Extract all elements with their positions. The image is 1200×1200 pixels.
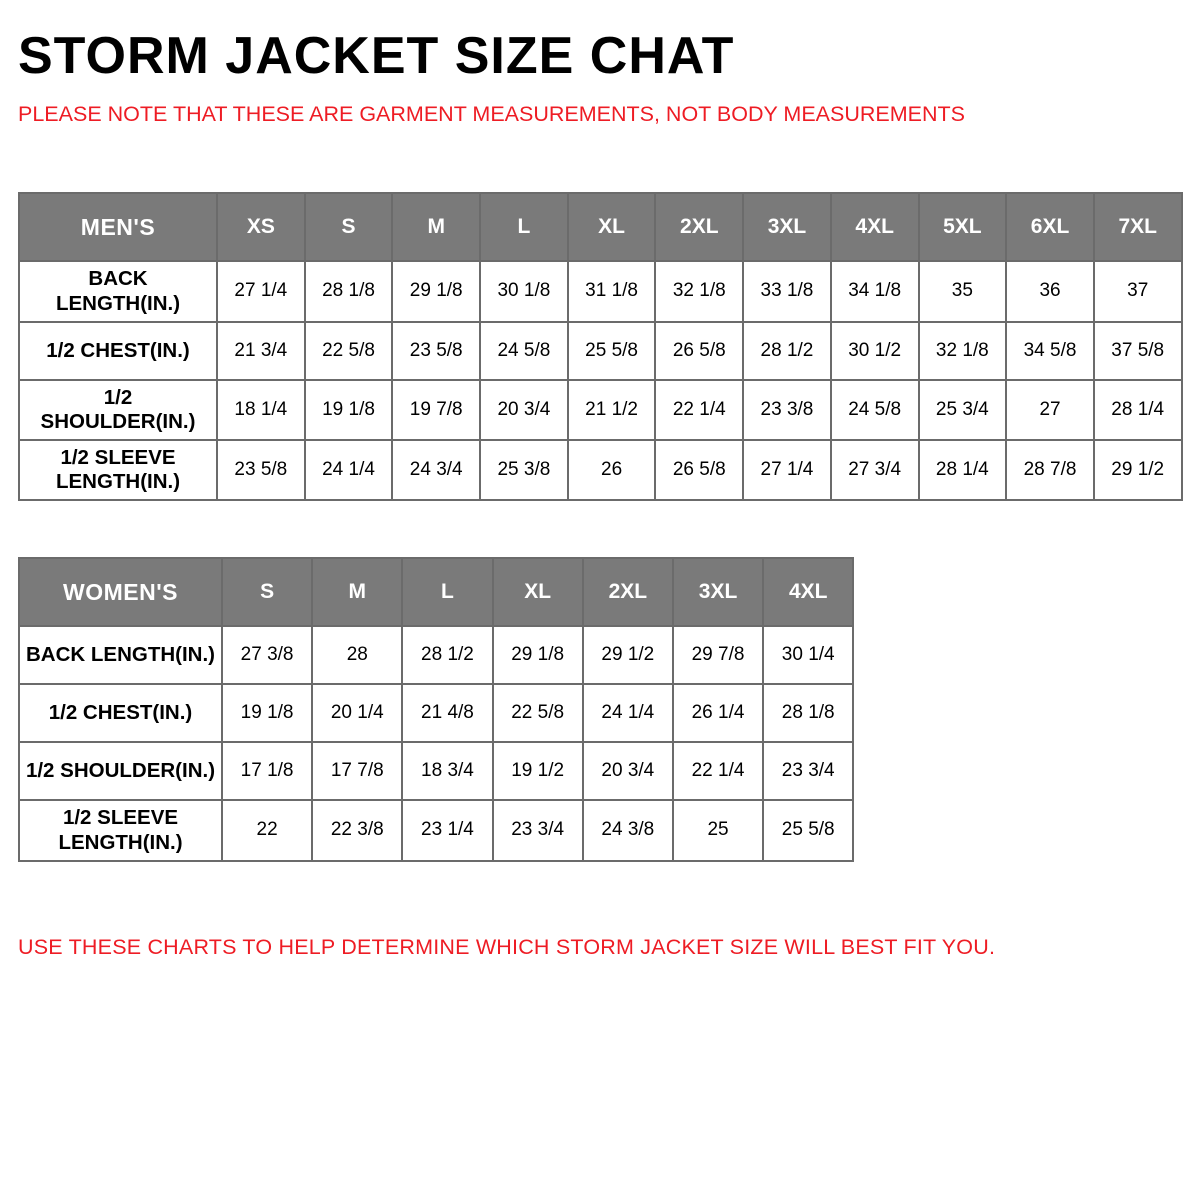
table-cell: 21 3/4 — [217, 322, 305, 380]
table-cell: 28 1/4 — [1094, 380, 1182, 440]
table-row — [19, 626, 853, 684]
row-label: BACK LENGTH(IN.) — [19, 261, 217, 321]
table-cell: 24 5/8 — [480, 322, 568, 380]
table-cell: 34 1/8 — [831, 261, 919, 321]
table-cell: 26 — [568, 440, 656, 500]
table-cell: 32 1/8 — [655, 261, 743, 321]
womens-size-header: 4XL — [763, 558, 853, 626]
table-cell: 20 3/4 — [583, 742, 673, 800]
mens-size-header: 5XL — [919, 193, 1007, 261]
table-cell: 23 3/8 — [743, 380, 831, 440]
table-row — [19, 800, 853, 860]
table-cell: 26 1/4 — [673, 684, 763, 742]
table-cell: 29 1/8 — [493, 626, 583, 684]
mens-size-table — [18, 192, 1183, 501]
table-cell: 21 1/2 — [568, 380, 656, 440]
row-label: 1/2 SLEEVE LENGTH(IN.) — [19, 440, 217, 500]
table-header-row — [19, 558, 853, 626]
table-cell: 28 1/4 — [919, 440, 1007, 500]
table-row — [19, 261, 1182, 321]
table-cell: 31 1/8 — [568, 261, 656, 321]
spacer-middle — [18, 501, 1180, 557]
table-cell: 22 — [222, 800, 312, 860]
table-cell: 19 1/8 — [222, 684, 312, 742]
mens-size-header: 2XL — [655, 193, 743, 261]
table-cell: 28 1/2 — [743, 322, 831, 380]
row-label: 1/2 SHOULDER(IN.) — [19, 380, 217, 440]
mens-table-header — [19, 193, 1182, 261]
table-cell: 37 — [1094, 261, 1182, 321]
table-cell: 25 5/8 — [568, 322, 656, 380]
table-cell: 30 1/2 — [831, 322, 919, 380]
womens-table-body — [19, 626, 853, 860]
table-cell: 37 5/8 — [1094, 322, 1182, 380]
table-cell: 24 1/4 — [583, 684, 673, 742]
row-label: BACK LENGTH(IN.) — [19, 626, 222, 684]
table-row — [19, 684, 853, 742]
table-cell: 18 1/4 — [217, 380, 305, 440]
table-cell: 23 5/8 — [392, 322, 480, 380]
womens-table-header — [19, 558, 853, 626]
table-cell: 27 3/8 — [222, 626, 312, 684]
womens-size-header: 3XL — [673, 558, 763, 626]
table-cell: 25 — [673, 800, 763, 860]
table-cell: 27 1/4 — [743, 440, 831, 500]
mens-size-header: XS — [217, 193, 305, 261]
table-cell: 29 1/2 — [583, 626, 673, 684]
womens-size-header: XL — [493, 558, 583, 626]
row-label: 1/2 CHEST(IN.) — [19, 684, 222, 742]
mens-size-header: 6XL — [1006, 193, 1094, 261]
table-cell: 22 5/8 — [493, 684, 583, 742]
spacer-top — [18, 130, 1180, 192]
table-cell: 28 — [312, 626, 402, 684]
table-cell: 30 1/4 — [763, 626, 853, 684]
mens-size-header: L — [480, 193, 568, 261]
table-cell: 30 1/8 — [480, 261, 568, 321]
table-cell: 22 1/4 — [673, 742, 763, 800]
table-cell: 28 1/2 — [402, 626, 492, 684]
womens-size-header: L — [402, 558, 492, 626]
table-row — [19, 742, 853, 800]
table-cell: 33 1/8 — [743, 261, 831, 321]
table-cell: 26 5/8 — [655, 440, 743, 500]
table-cell: 28 1/8 — [305, 261, 393, 321]
table-row — [19, 380, 1182, 440]
table-cell: 27 — [1006, 380, 1094, 440]
mens-table-body — [19, 261, 1182, 500]
table-cell: 24 1/4 — [305, 440, 393, 500]
womens-corner-label: WOMEN'S — [19, 558, 222, 626]
table-cell: 23 1/4 — [402, 800, 492, 860]
table-cell: 22 5/8 — [305, 322, 393, 380]
table-row — [19, 322, 1182, 380]
mens-size-header: 3XL — [743, 193, 831, 261]
mens-size-header: 7XL — [1094, 193, 1182, 261]
table-cell: 32 1/8 — [919, 322, 1007, 380]
row-label: 1/2 SLEEVE LENGTH(IN.) — [19, 800, 222, 860]
footer-note: USE THESE CHARTS TO HELP DETERMINE WHICH STORM JACKET SIZE WILL BEST FIT YOU. — [18, 934, 996, 959]
table-cell: 25 3/8 — [480, 440, 568, 500]
mens-corner-label: MEN'S — [19, 193, 217, 261]
table-cell: 36 — [1006, 261, 1094, 321]
table-cell: 19 7/8 — [392, 380, 480, 440]
row-label: 1/2 SHOULDER(IN.) — [19, 742, 222, 800]
table-cell: 29 7/8 — [673, 626, 763, 684]
table-cell: 23 3/4 — [493, 800, 583, 860]
measurement-note: PLEASE NOTE THAT THESE ARE GARMENT MEASUREMENTS, NOT BODY MEASUREMENTS — [18, 102, 965, 127]
table-cell: 29 1/8 — [392, 261, 480, 321]
mens-size-header: 4XL — [831, 193, 919, 261]
table-row — [19, 440, 1182, 500]
table-cell: 27 3/4 — [831, 440, 919, 500]
table-cell: 29 1/2 — [1094, 440, 1182, 500]
table-header-row — [19, 193, 1182, 261]
womens-size-header: 2XL — [583, 558, 673, 626]
table-cell: 28 7/8 — [1006, 440, 1094, 500]
table-cell: 27 1/4 — [217, 261, 305, 321]
table-cell: 23 3/4 — [763, 742, 853, 800]
table-cell: 24 3/4 — [392, 440, 480, 500]
table-cell: 17 1/8 — [222, 742, 312, 800]
table-cell: 21 4/8 — [402, 684, 492, 742]
womens-size-table — [18, 557, 854, 861]
womens-size-header: S — [222, 558, 312, 626]
spacer-bottom — [18, 862, 1180, 932]
table-cell: 24 5/8 — [831, 380, 919, 440]
table-cell: 19 1/2 — [493, 742, 583, 800]
table-cell: 20 1/4 — [312, 684, 402, 742]
page-title: STORM JACKET SIZE CHAT — [18, 27, 735, 85]
row-label: 1/2 CHEST(IN.) — [19, 322, 217, 380]
table-cell: 34 5/8 — [1006, 322, 1094, 380]
mens-size-header: S — [305, 193, 393, 261]
table-cell: 22 3/8 — [312, 800, 402, 860]
womens-size-header: M — [312, 558, 402, 626]
table-cell: 26 5/8 — [655, 322, 743, 380]
table-cell: 25 3/4 — [919, 380, 1007, 440]
table-cell: 17 7/8 — [312, 742, 402, 800]
table-cell: 22 1/4 — [655, 380, 743, 440]
mens-size-header: XL — [568, 193, 656, 261]
table-cell: 19 1/8 — [305, 380, 393, 440]
table-cell: 20 3/4 — [480, 380, 568, 440]
table-cell: 24 3/8 — [583, 800, 673, 860]
table-cell: 23 5/8 — [217, 440, 305, 500]
table-cell: 18 3/4 — [402, 742, 492, 800]
mens-size-header: M — [392, 193, 480, 261]
table-cell: 28 1/8 — [763, 684, 853, 742]
table-cell: 25 5/8 — [763, 800, 853, 860]
table-cell: 35 — [919, 261, 1007, 321]
